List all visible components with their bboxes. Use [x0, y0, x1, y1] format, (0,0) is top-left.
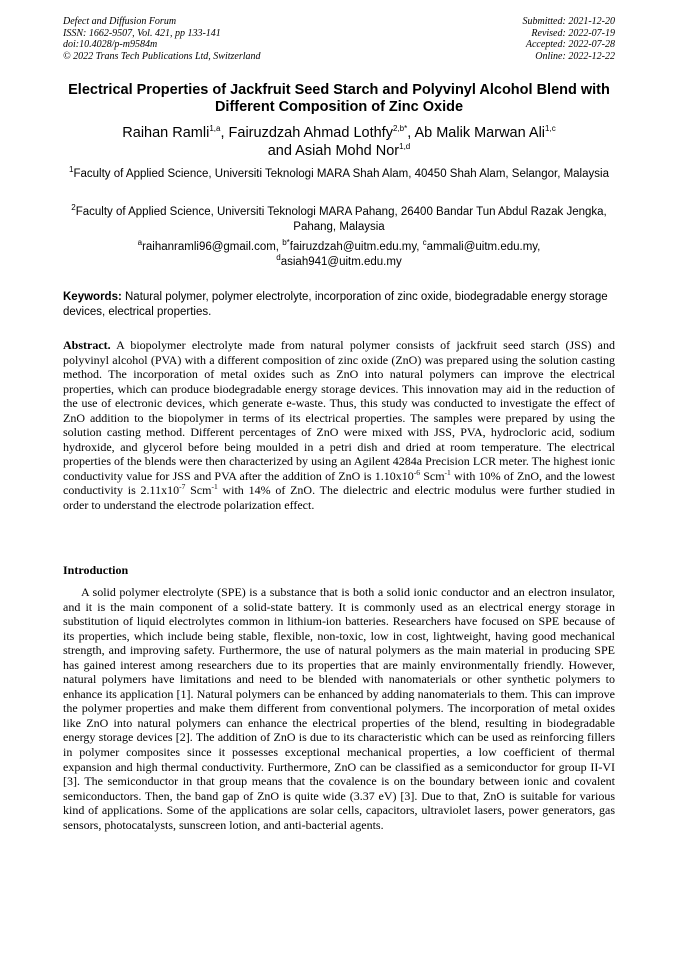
- journal-name: Defect and Diffusion Forum: [63, 16, 177, 27]
- author-affiliation-mark: 1,c: [545, 124, 556, 134]
- affiliation-text: Faculty of Applied Science, Universiti Teknologi MARA Pahang, 26400 Bandar Tun Abdul Razak Jengka, Pahang, Malaysia: [75, 206, 607, 233]
- exponent: -1: [444, 467, 451, 477]
- author-name: Asiah Mohd Nor: [295, 143, 400, 159]
- author-name: Fairuzdzah Ahmad Lothfy: [228, 125, 393, 141]
- copyright: © 2022 Trans Tech Publications Ltd, Switzerland: [63, 50, 261, 62]
- accepted-date: Accepted: 2022-07-28: [525, 39, 615, 50]
- email: ammali@uitm.edu.my,: [426, 241, 541, 253]
- author-emails: [63, 240, 615, 269]
- abstract-section: [63, 338, 615, 512]
- publication-dates: [523, 16, 616, 62]
- affiliation-number: 1: [69, 165, 74, 175]
- email-mark: d: [276, 252, 281, 262]
- email-mark: b*: [282, 238, 290, 248]
- abstract-text: Scm: [419, 468, 445, 483]
- author-affiliation-mark: 2,b*: [392, 124, 408, 134]
- keywords-label: Keywords:: [63, 291, 122, 303]
- paper-title: Electrical Properties of Jackfruit Seed Starch and Polyvinyl Alcohol Blend with Different Composition of Zinc Oxide: [68, 82, 610, 115]
- online-date: Online: 2022-12-22: [535, 50, 615, 62]
- exponent: -6: [413, 467, 420, 477]
- issn: ISSN: 1662-9507, Vol. 421, pp 133-141: [63, 27, 221, 39]
- email: asiah941@uitm.edu.my: [280, 255, 402, 268]
- doi: doi:10.4028/p-m9584m: [63, 39, 158, 50]
- journal-info: [63, 16, 261, 62]
- author-affiliation-mark: 1,a: [209, 124, 221, 134]
- email: raihanramli96@gmail.com,: [142, 241, 283, 253]
- email: fairuzdzah@uitm.edu.my,: [289, 241, 423, 253]
- submitted-date: Submitted: 2021-12-20: [522, 16, 615, 27]
- author-name: Ab Malik Marwan Ali: [414, 125, 546, 141]
- keywords-section: [63, 290, 615, 319]
- abstract-text: Scm: [185, 483, 212, 497]
- author-separator: ,: [220, 125, 229, 141]
- abstract-text: with 14% of ZnO. The dielectric and electric modulus were further studied in order to understand the electrode polarization effect.: [63, 483, 616, 512]
- abstract-label: Abstract.: [63, 338, 111, 352]
- introduction-text: A solid polymer electrolyte (SPE) is a substance that is both a solid ionic conductor and an electron insulator, and it is the main component of a solid-state battery. It is commonly used as an electrical energy storage in substitution of liquid electrolytes common in lithium-ion batteries. Researchers have focused on SPE because of its properties, which include being stable, flexible, non-toxic, low in cost, lightweight, having good mechanical strength, and improving safety. Furthermore, the use of natural polymers as the main material in producing SPE has gained interest among researchers due to its properties that are mainly environmentally friendly. However, natural polymers have limitations and need to be blended with nanomaterials or other synthetic polymers to enhance its application [1]. Natural polymers can be enhanced by adding nanomaterials to them. This can improve the polymer properties and make them different from conventional polymers. The incorporation of metal oxides like ZnO into natural polymers can enhance the electrical properties of the blend, resulting in biodegradable energy storage devices [2]. The addition of ZnO is due to its characteristic which can be used as reinforcing fillers in polymer composites since it possesses exceptional mechanical properties, a low coefficient of thermal expansion and high thermal conductivity. Furthermore, ZnO can be classified as a semiconductor for group II-VI [3]. The semiconductor in that group means that the covalence is on the boundary between ionic and covalent semiconductors. Then, the band gap of ZnO is quite wide (3.37 eV) [3]. Due to that, ZnO is suitable for various kind of applications. Some of the applications are solar cells, capacitors, ultraviolet lasers, power generators, gas sensors, photocatalysts, sunscreen lotion, and anti-bacterial agents.: [63, 585, 615, 832]
- exponent: -7: [179, 482, 186, 491]
- introduction-heading: Introduction: [63, 563, 129, 577]
- affiliation-number: 2: [71, 203, 76, 213]
- author-affiliation-mark: 1,d: [399, 142, 411, 152]
- affiliation-text: Faculty of Applied Science, Universiti Teknologi MARA Shah Alam, 40450 Shah Alam, Selangor, Malaysia: [73, 168, 609, 180]
- abstract-text: with 10% of ZnO, and the lowest conductivity is 2.11x10: [63, 468, 615, 497]
- author-separator: and: [267, 143, 296, 159]
- author-name: Raihan Ramli: [122, 125, 210, 141]
- email-mark: a: [137, 238, 143, 248]
- author-list: [63, 124, 615, 160]
- abstract-text: A biopolymer electrolyte made from natural polymer consists of jackfruit seed starch (JSS) and polyvinyl alcohol (PVA) with a different composition of zinc oxide (ZnO) was prepared using the solution casting method. The incorporation of metal oxides such as ZnO into natural polymers can improve the electrical properties, which can produce biodegradable energy storage devices. This innovation may aid in the reduction of the use of electronic devices, which generate e-waste. Thus, this study was conducted to investigate the effect of ZnO addition to the biopolymer in terms of its electrical properties. The samples were prepared by using the solution casting method. Different percentages of ZnO were mixed with JSS, PVA, hydrocloric acid, sodium hydroxide, and glycerol before being moulded in a petri dish and dried at room temperature. The electrical properties of the blends were then characterized by using an Agilent 4284a Precision LCR meter. The highest ionic conductivity value for JSS and PVA after the addition of ZnO is 1.10x10: [63, 338, 615, 483]
- exponent: -1: [211, 482, 218, 491]
- keywords-text: Natural polymer, polymer electrolyte, incorporation of zinc oxide, biodegradable energy storage devices, electrical properties.: [63, 291, 608, 318]
- affiliation-1: [63, 167, 615, 182]
- affiliation-2: [63, 205, 615, 234]
- email-mark: c: [422, 238, 427, 248]
- revised-date: Revised: 2022-07-19: [531, 27, 615, 39]
- author-separator: ,: [407, 125, 415, 141]
